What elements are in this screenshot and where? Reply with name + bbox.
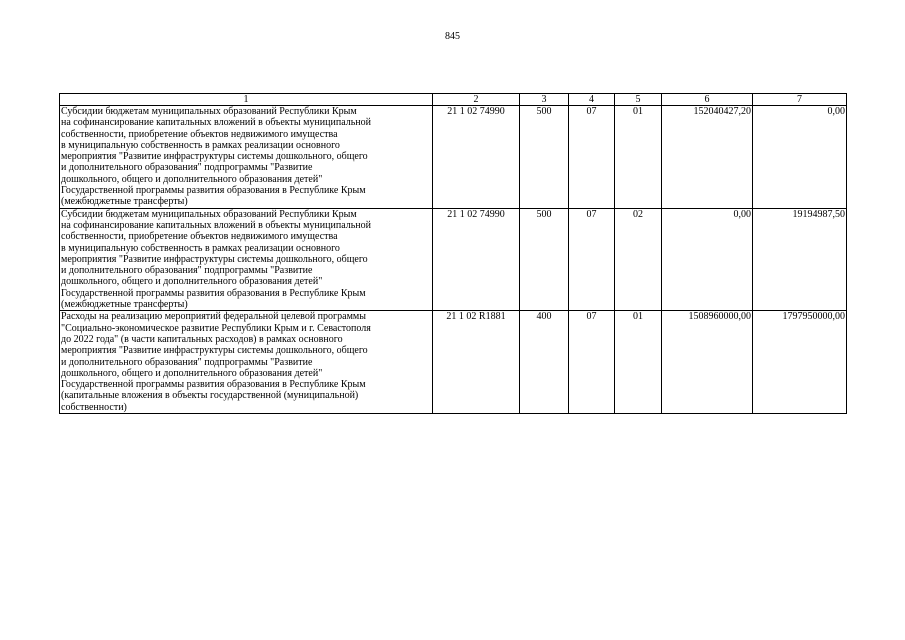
column-header-7: 7 (753, 94, 847, 106)
amount-column-6: 152040427,20 (662, 106, 753, 209)
row-description: Расходы на реализацию мероприятий федеральной целевой программы "Социально-экономическое развитие Республики Крым и г. Севастополя до 2022 года" (в части капитальных расходов) в рамках основного мероприятия "Развитие инфраструктуры системы дошкольного, общего и дополнительного образования" подпрограммы "Развитие дошкольного, общего и дополнительного образования детей" Государственной программы развития образования в Республике Крым (капитальные вложения в объекты государственной (муниципальной) собственности) (60, 311, 433, 414)
amount-column-7: 19194987,50 (753, 208, 847, 311)
section-code: 07 (569, 311, 615, 414)
target-code: 21 1 02 74990 (433, 208, 520, 311)
row-description: Субсидии бюджетам муниципальных образований Республики Крым на софинансирование капитальных вложений в объекты муниципальной собственности, приобретение объектов недвижимого имущества в муниципальную собственность в рамках реализации основного мероприятия "Развитие инфраструктуры системы дошкольного, общего и дополнительного образования" подпрограммы "Развитие дошкольного, общего и дополнительного образования детей" Государственной программы развития образования в Республике Крым (межбюджетные трансферты) (60, 106, 433, 209)
column-header-6: 6 (662, 94, 753, 106)
page-number: 845 (445, 31, 460, 42)
budget-table (59, 93, 847, 414)
column-header-2: 2 (433, 94, 520, 106)
subsection-code: 01 (615, 311, 662, 414)
amount-column-7: 1797950000,00 (753, 311, 847, 414)
expense-type: 500 (520, 208, 569, 311)
column-header-5: 5 (615, 94, 662, 106)
column-header-1: 1 (60, 94, 433, 106)
column-header-3: 3 (520, 94, 569, 106)
header-row (60, 94, 847, 106)
section-code: 07 (569, 208, 615, 311)
target-code: 21 1 02 74990 (433, 106, 520, 209)
subsection-code: 02 (615, 208, 662, 311)
table-row (60, 106, 847, 209)
row-description: Субсидии бюджетам муниципальных образований Республики Крым на софинансирование капитальных вложений в объекты муниципальной собственности, приобретение объектов недвижимого имущества в муниципальную собственность в рамках реализации основного мероприятия "Развитие инфраструктуры системы дошкольного, общего и дополнительного образования" подпрограммы "Развитие дошкольного, общего и дополнительного образования детей" Государственной программы развития образования в Республике Крым (межбюджетные трансферты) (60, 208, 433, 311)
subsection-code: 01 (615, 106, 662, 209)
expense-type: 400 (520, 311, 569, 414)
amount-column-6: 1508960000,00 (662, 311, 753, 414)
amount-column-7: 0,00 (753, 106, 847, 209)
expense-type: 500 (520, 106, 569, 209)
column-header-4: 4 (569, 94, 615, 106)
target-code: 21 1 02 R1881 (433, 311, 520, 414)
table-row (60, 311, 847, 414)
table-row (60, 208, 847, 311)
section-code: 07 (569, 106, 615, 209)
amount-column-6: 0,00 (662, 208, 753, 311)
